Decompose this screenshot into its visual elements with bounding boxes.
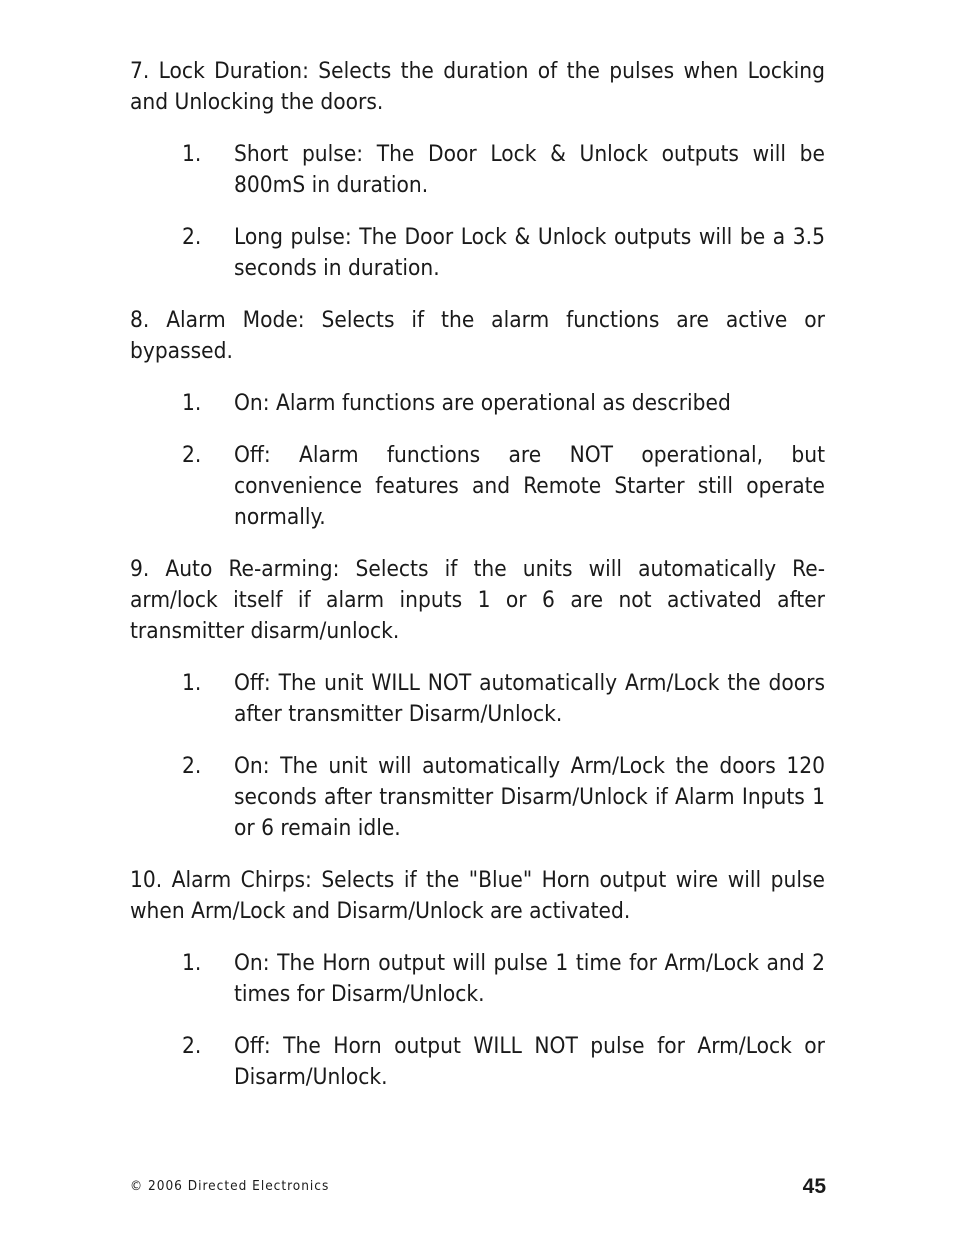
list-item [130, 668, 825, 730]
list-number: 2. [182, 442, 202, 468]
list-item [130, 388, 825, 419]
list-number: 2. [182, 753, 202, 779]
list-text: On: The unit will automatically Arm/Lock the doors 120 seconds after transmitter Disarm/Unlock if Alarm Inputs 1 or 6 remain idle. [234, 753, 825, 841]
list-item [130, 751, 825, 844]
list-item [130, 1031, 825, 1093]
section-alarm-mode [130, 305, 825, 533]
list-number: 1. [182, 141, 202, 167]
list-text: Off: The unit WILL NOT automatically Arm/Lock the doors after transmitter Disarm/Unlock. [234, 670, 825, 727]
list-text: Off: The Horn output WILL NOT pulse for Arm/Lock or Disarm/Unlock. [234, 1033, 825, 1090]
list-item [130, 948, 825, 1010]
list-text: On: The Horn output will pulse 1 time for Arm/Lock and 2 times for Disarm/Unlock. [234, 950, 825, 1007]
list-text: Long pulse: The Door Lock & Unlock outputs will be a 3.5 seconds in duration. [234, 224, 825, 281]
page-content [130, 56, 825, 1114]
list-number: 1. [182, 670, 202, 696]
section-heading: 7. Lock Duration: Selects the duration of the pulses when Locking and Unlocking the doors. [130, 58, 825, 115]
list-number: 1. [182, 950, 202, 976]
page-number: 45 [802, 1175, 826, 1198]
list-number: 2. [182, 1033, 202, 1059]
list-item [130, 139, 825, 201]
list-text: Off: Alarm functions are NOT operational, but convenience features and Remote Starter still operate normally. [234, 442, 825, 530]
section-heading: 8. Alarm Mode: Selects if the alarm functions are active or bypassed. [130, 307, 825, 364]
list-item [130, 222, 825, 284]
list-text: Short pulse: The Door Lock & Unlock outputs will be 800mS in duration. [234, 141, 825, 198]
list-number: 1. [182, 390, 202, 416]
list-text: On: Alarm functions are operational as described [234, 390, 731, 416]
section-lock-duration [130, 56, 825, 284]
list-number: 2. [182, 224, 202, 250]
section-auto-rearming [130, 554, 825, 844]
list-item [130, 440, 825, 533]
section-heading: 10. Alarm Chirps: Selects if the "Blue" Horn output wire will pulse when Arm/Lock and Disarm/Unlock are activated. [130, 867, 825, 924]
copyright-footer: © 2006 Directed Electronics [130, 1178, 330, 1194]
section-heading: 9. Auto Re-arming: Selects if the units will automatically Re-arm/lock itself if alarm inputs 1 or 6 are not activated after transmitter disarm/unlock. [130, 556, 825, 644]
section-alarm-chirps [130, 865, 825, 1093]
